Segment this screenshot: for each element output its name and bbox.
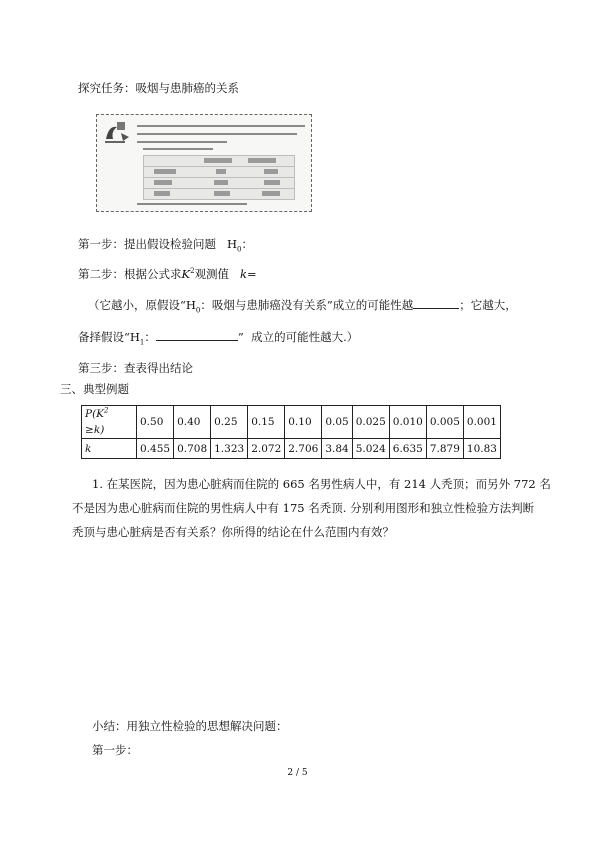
note-line-two: 备择假设“$H_1$： ” 成立的可能性越大.） bbox=[78, 330, 359, 347]
note-line-one: （它越小，原假设“$H_0$：吸烟与患肺癌没有关系”成立的可能性越 ；它越大， bbox=[88, 298, 517, 315]
table-row: $P(K^2$ ≥k) 0.50 0.40 0.25 0.15 0.10 0.05 0.025 0.010 0.005 0.001 bbox=[82, 406, 501, 439]
step-one-text: 第一步：提出假设检验问题 bbox=[78, 237, 216, 251]
step-two-text: 第二步：根据公式求 bbox=[78, 267, 182, 281]
scanned-table-image bbox=[96, 114, 312, 212]
step-two: 第二步：根据公式求$K^2$观测值 k= bbox=[78, 267, 257, 281]
blank-one bbox=[413, 308, 459, 309]
critical-value-table bbox=[81, 405, 501, 459]
step-two-suffix: 观测值 bbox=[194, 267, 230, 281]
summary-step-one: 第一步： bbox=[92, 743, 138, 757]
task-title: 探究任务：吸烟与患肺癌的关系 bbox=[78, 81, 239, 95]
page-number: 2 / 5 bbox=[287, 768, 308, 778]
table-header-k: k bbox=[82, 439, 137, 459]
table-row: k 0.455 0.708 1.323 2.072 2.706 3.84 5.024 6.635 7.879 10.83 bbox=[82, 439, 501, 459]
step-three: 第三步：查表得出结论 bbox=[78, 361, 193, 375]
problem-line-1: 1. 在某医院，因为患心脏病而住院的 665 名男性病人中，有 214 人秃顶；而另外 772 名 bbox=[92, 477, 551, 491]
illustration-icon bbox=[103, 119, 131, 145]
step-one: 第一步：提出假设检验问题 $H_0$： bbox=[78, 237, 253, 254]
table-header-p: $P(K^2$ ≥k) bbox=[82, 406, 137, 439]
blank-two bbox=[156, 340, 238, 341]
summary-line: 小结：用独立性检验的思想解决问题： bbox=[92, 719, 288, 733]
section-heading: 三、典型例题 bbox=[60, 382, 129, 396]
problem-line-2: 不是因为患心脏病而住院的男性病人中有 175 名秃顶. 分别利用图形和独立性检验方法判断 bbox=[72, 501, 535, 515]
problem-line-3: 秃顶与患心脏病是否有关系？你所得的结论在什么范围内有效？ bbox=[72, 525, 394, 539]
